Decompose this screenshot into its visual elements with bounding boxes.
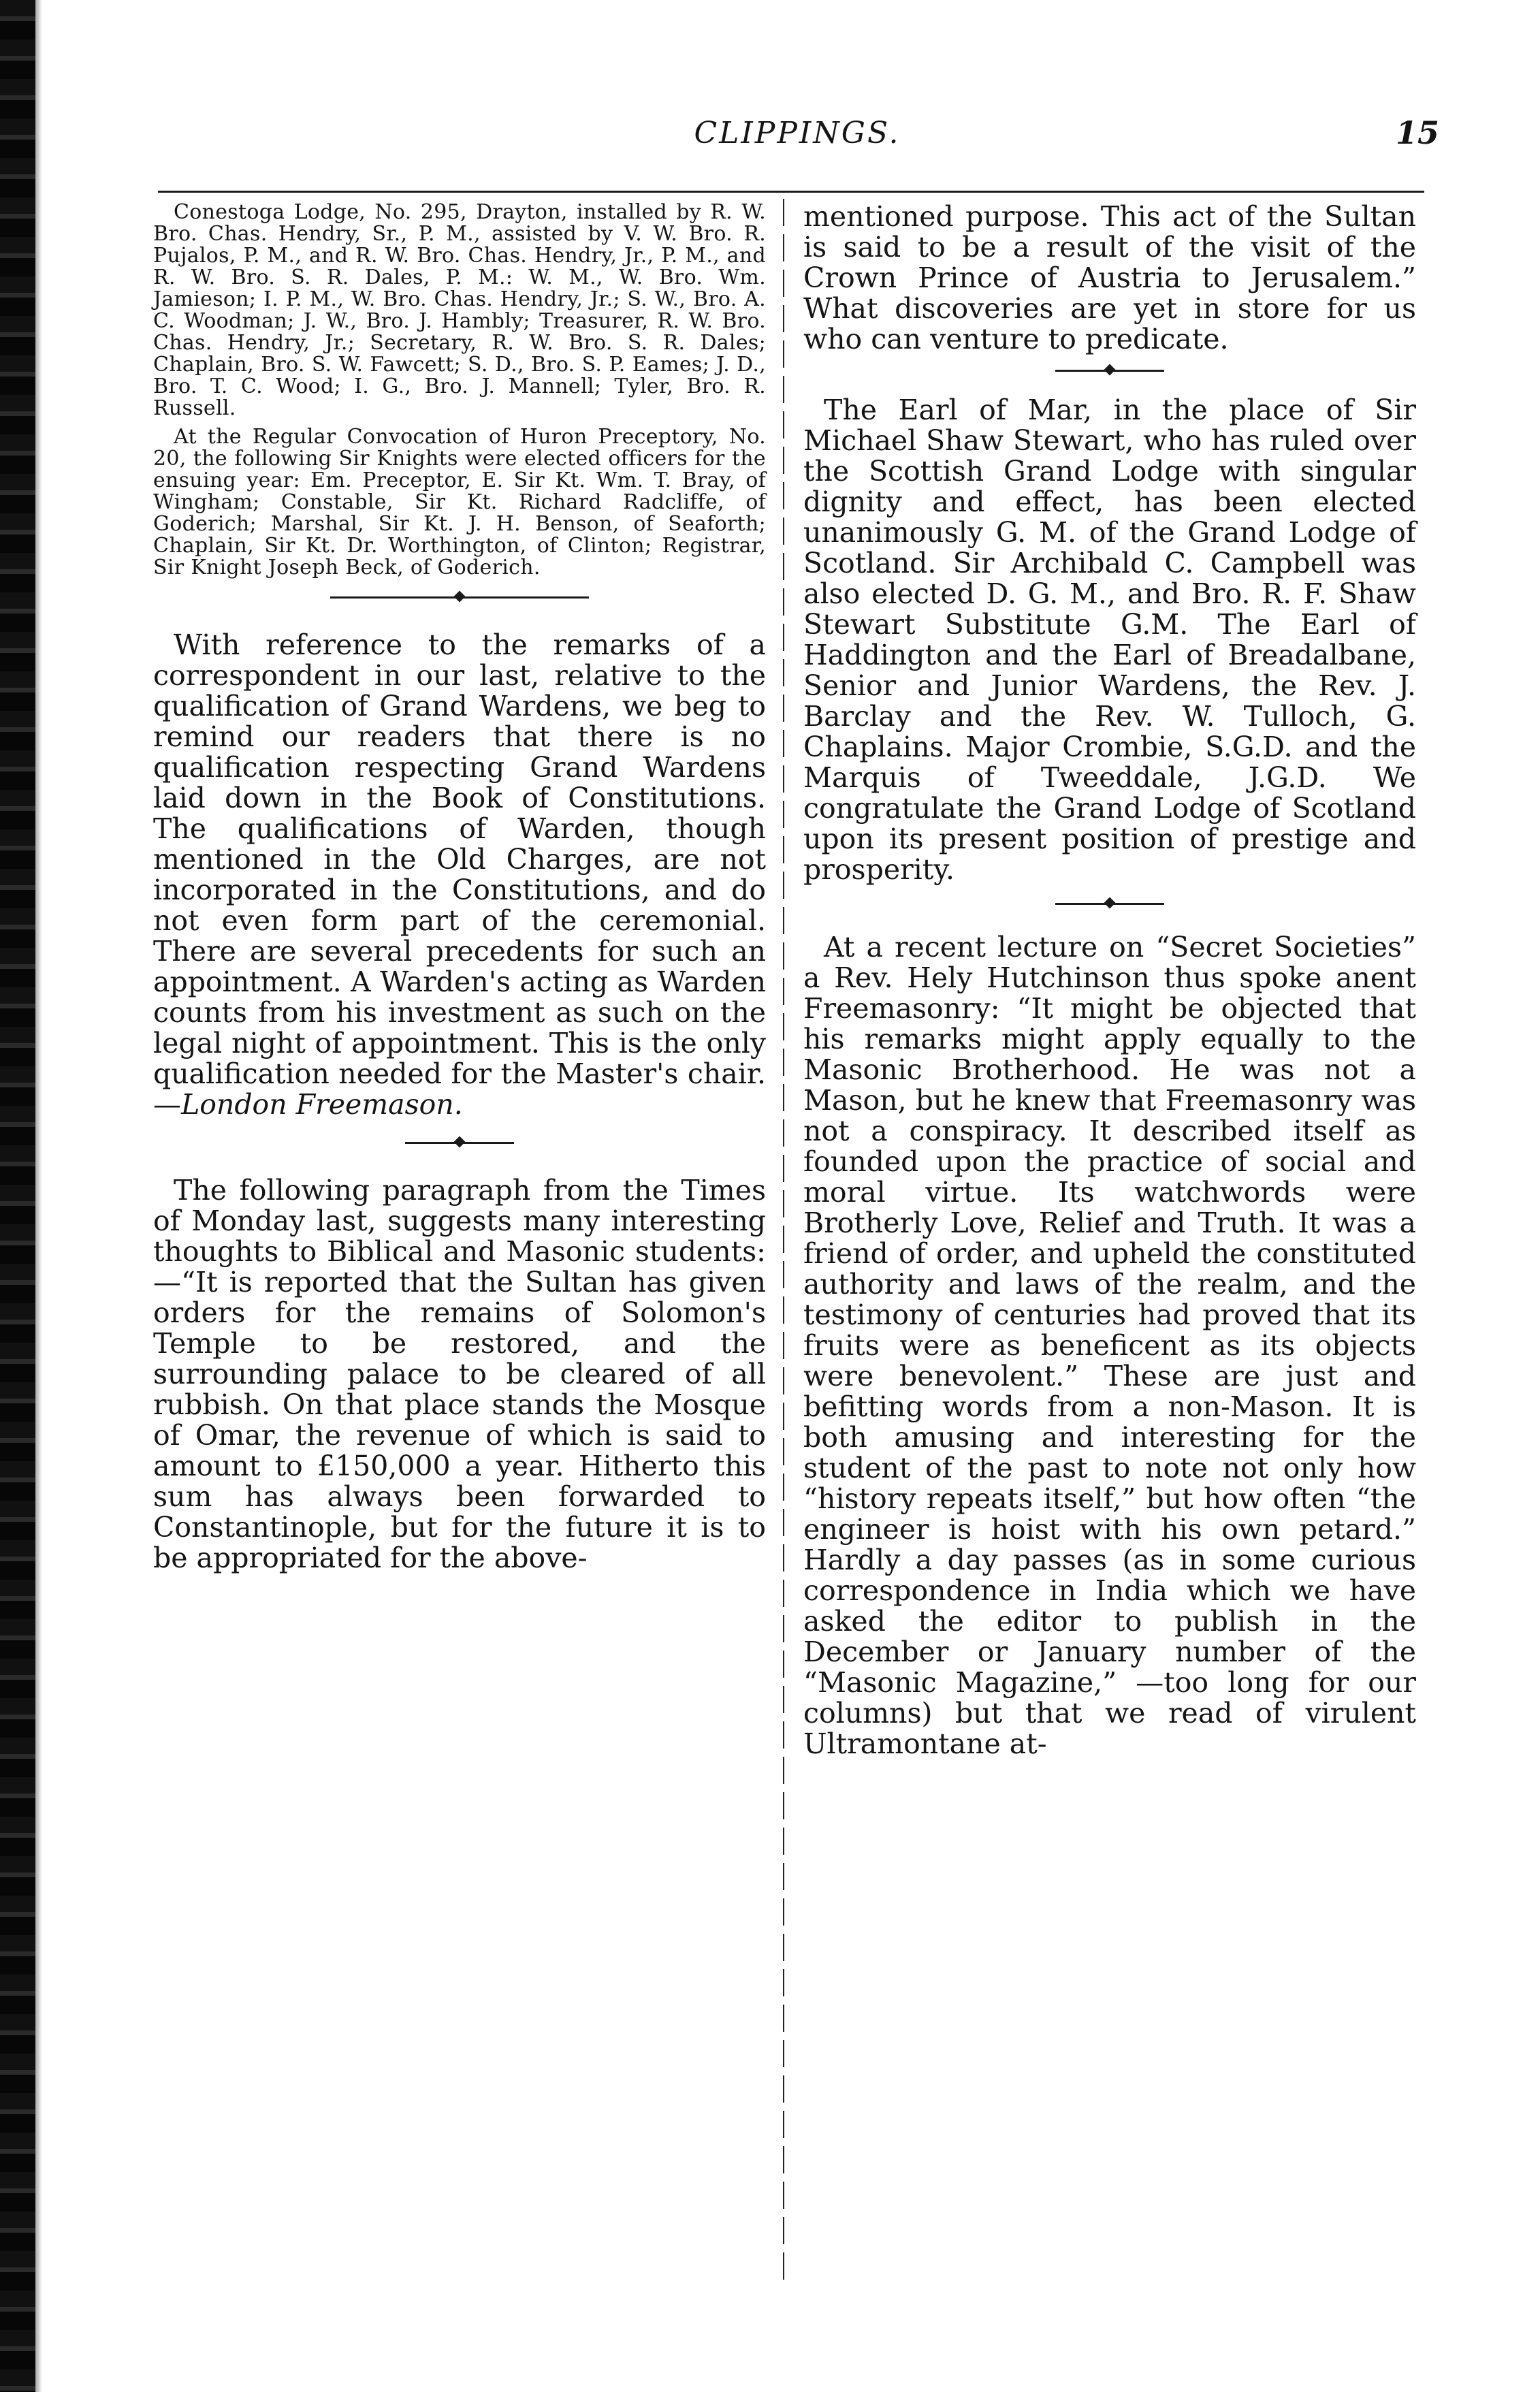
header-rule	[158, 191, 1424, 193]
section-divider	[405, 1142, 514, 1144]
running-head-title: CLIPPINGS.	[694, 116, 901, 150]
grand-lodge-scotland-paragraph: The Earl of Mar, in the place of Sir Michael Shaw Stewart, who has ruled over the Scottish Grand Lodge with singular dignity and effect, has been elected unanimously G. M. of the Grand Lodge of Scotland. Sir Archibald C. Campbell was also elected D. G. M., and Bro. R. F. Shaw Stewart Substitute G.M. The Earl of Haddington and the Earl of Breadalbane, Senior and Junior Wardens, the Rev. J. Barclay and the Rev. W. Tulloch, G. Chaplains. Major Crombie, S.G.D. and the Marquis of Tweeddale, J.G.D. We congratulate the Grand Lodge of Scotland upon its present position of prestige and prosperity.	[803, 394, 1416, 886]
column-divider	[783, 199, 784, 2282]
grand-wardens-text: With reference to the remarks of a correspondent in our last, relative to the qualification of Grand Wardens, we beg to remind our readers that there is no qualification respecting Grand Wardens laid down in the Book of Constitutions. The qualifications of Warden, though mentioned in the Old Charges, are not incorporated in the Constitutions, and do not even form part of the ceremonial. There are several precedents for such an appointment. A Warden's acting as Warden counts from his investment as such on the legal night of appointment. This is the only qualification needed for the Master's chair.	[153, 628, 766, 1090]
section-divider	[330, 596, 589, 599]
sultan-continuation-paragraph: mentioned purpose. This act of the Sultan is said to be a result of the visit of the Crown Prince of Austria to Jerusalem.” What discoveries are yet in store for us who can venture to predicate.	[803, 200, 1416, 355]
right-column	[803, 202, 1416, 1759]
page-binding-edge	[0, 0, 35, 2392]
lodge-installation-notice: Conestoga Lodge, No. 295, Drayton, installed by R. W. Bro. Chas. Hendry, Sr., P. M., assisted by V. W. Bro. R. Pujalos, P. M., and R. W. Bro. Chas. Hendry, Jr., P. M., and R. W. Bro. S. R. Dales, P. M.: W. M., W. Bro. Wm. Jamieson; I. P. M., W. Bro. Chas. Hendry, Jr.; S. W., Bro. A. C. Woodman; J. W., Bro. J. Hambly; Treasurer, R. W. Bro. Chas. Hendry, Jr.; Secretary, R. W. Bro. S. R. Dales; Chaplain, Bro. S. W. Fawcett; S. D., Bro. S. P. Eames; J. D., Bro. T. C. Wood; I. G., Bro. J. Mannell; Tyler, Bro. R. Russell.	[153, 200, 766, 420]
page-number: 15	[1395, 114, 1439, 151]
section-divider	[1055, 370, 1164, 372]
left-column	[153, 202, 766, 1574]
preceptory-election-notice: At the Regular Convocation of Huron Preceptory, No. 20, the following Sir Knights were elected officers for the ensuing year: Em. Preceptor, E. Sir Kt. Wm. T. Bray, of Wingham; Constable, Sir Kt. Richard Radcliffe, of Goderich; Marshal, Sir Kt. J. H. Benson, of Seaforth; Chaplain, Sir Kt. Dr. Worthington, of Clinton; Registrar, Sir Knight Joseph Beck, of Goderich.	[153, 425, 766, 579]
grand-wardens-paragraph	[153, 630, 766, 1120]
grand-wardens-source: —London Freemason.	[153, 1088, 463, 1121]
section-divider	[1055, 903, 1164, 905]
sultan-temple-paragraph: The following paragraph from the Times of Monday last, suggests many interesting thoughts to Biblical and Masonic students:—“It is reported that the Sultan has given orders for the remains of Solomon's Temple to be restored, and the surrounding palace to be cleared of all rubbish. On that place stands the Mosque of Omar, the revenue of which is said to amount to £150,000 a year. Hitherto this sum has always been forwarded to Constantinople, but for the future it is to be appropriated for the above-	[153, 1174, 766, 1574]
secret-societies-paragraph: At a recent lecture on “Secret Societies” a Rev. Hely Hutchinson thus spoke anent Freemasonry: “It might be objected that his remarks might apply equally to the Masonic Brotherhood. He was not a Mason, but he knew that Freemasonry was not a conspiracy. It described itself as founded upon the practice of social and moral virtue. Its watchwords were Brotherly Love, Relief and Truth. It was a friend of order, and upheld the constituted authority and laws of the realm, and the testimony of centuries had proved that its fruits were as beneficent as its objects were benevolent.” These are just and befitting words from a non-Mason. It is both amusing and interesting for the student of the past to note not only how “history repeats itself,” but how often “the engineer is hoist with his own petard.” Hardly a day passes (as in some curious correspondence in India which we have asked the editor to publish in the December or January number of the “Masonic Magazine,” —too long for our columns) but that we read of virulent Ultramontane at-	[803, 931, 1416, 1760]
